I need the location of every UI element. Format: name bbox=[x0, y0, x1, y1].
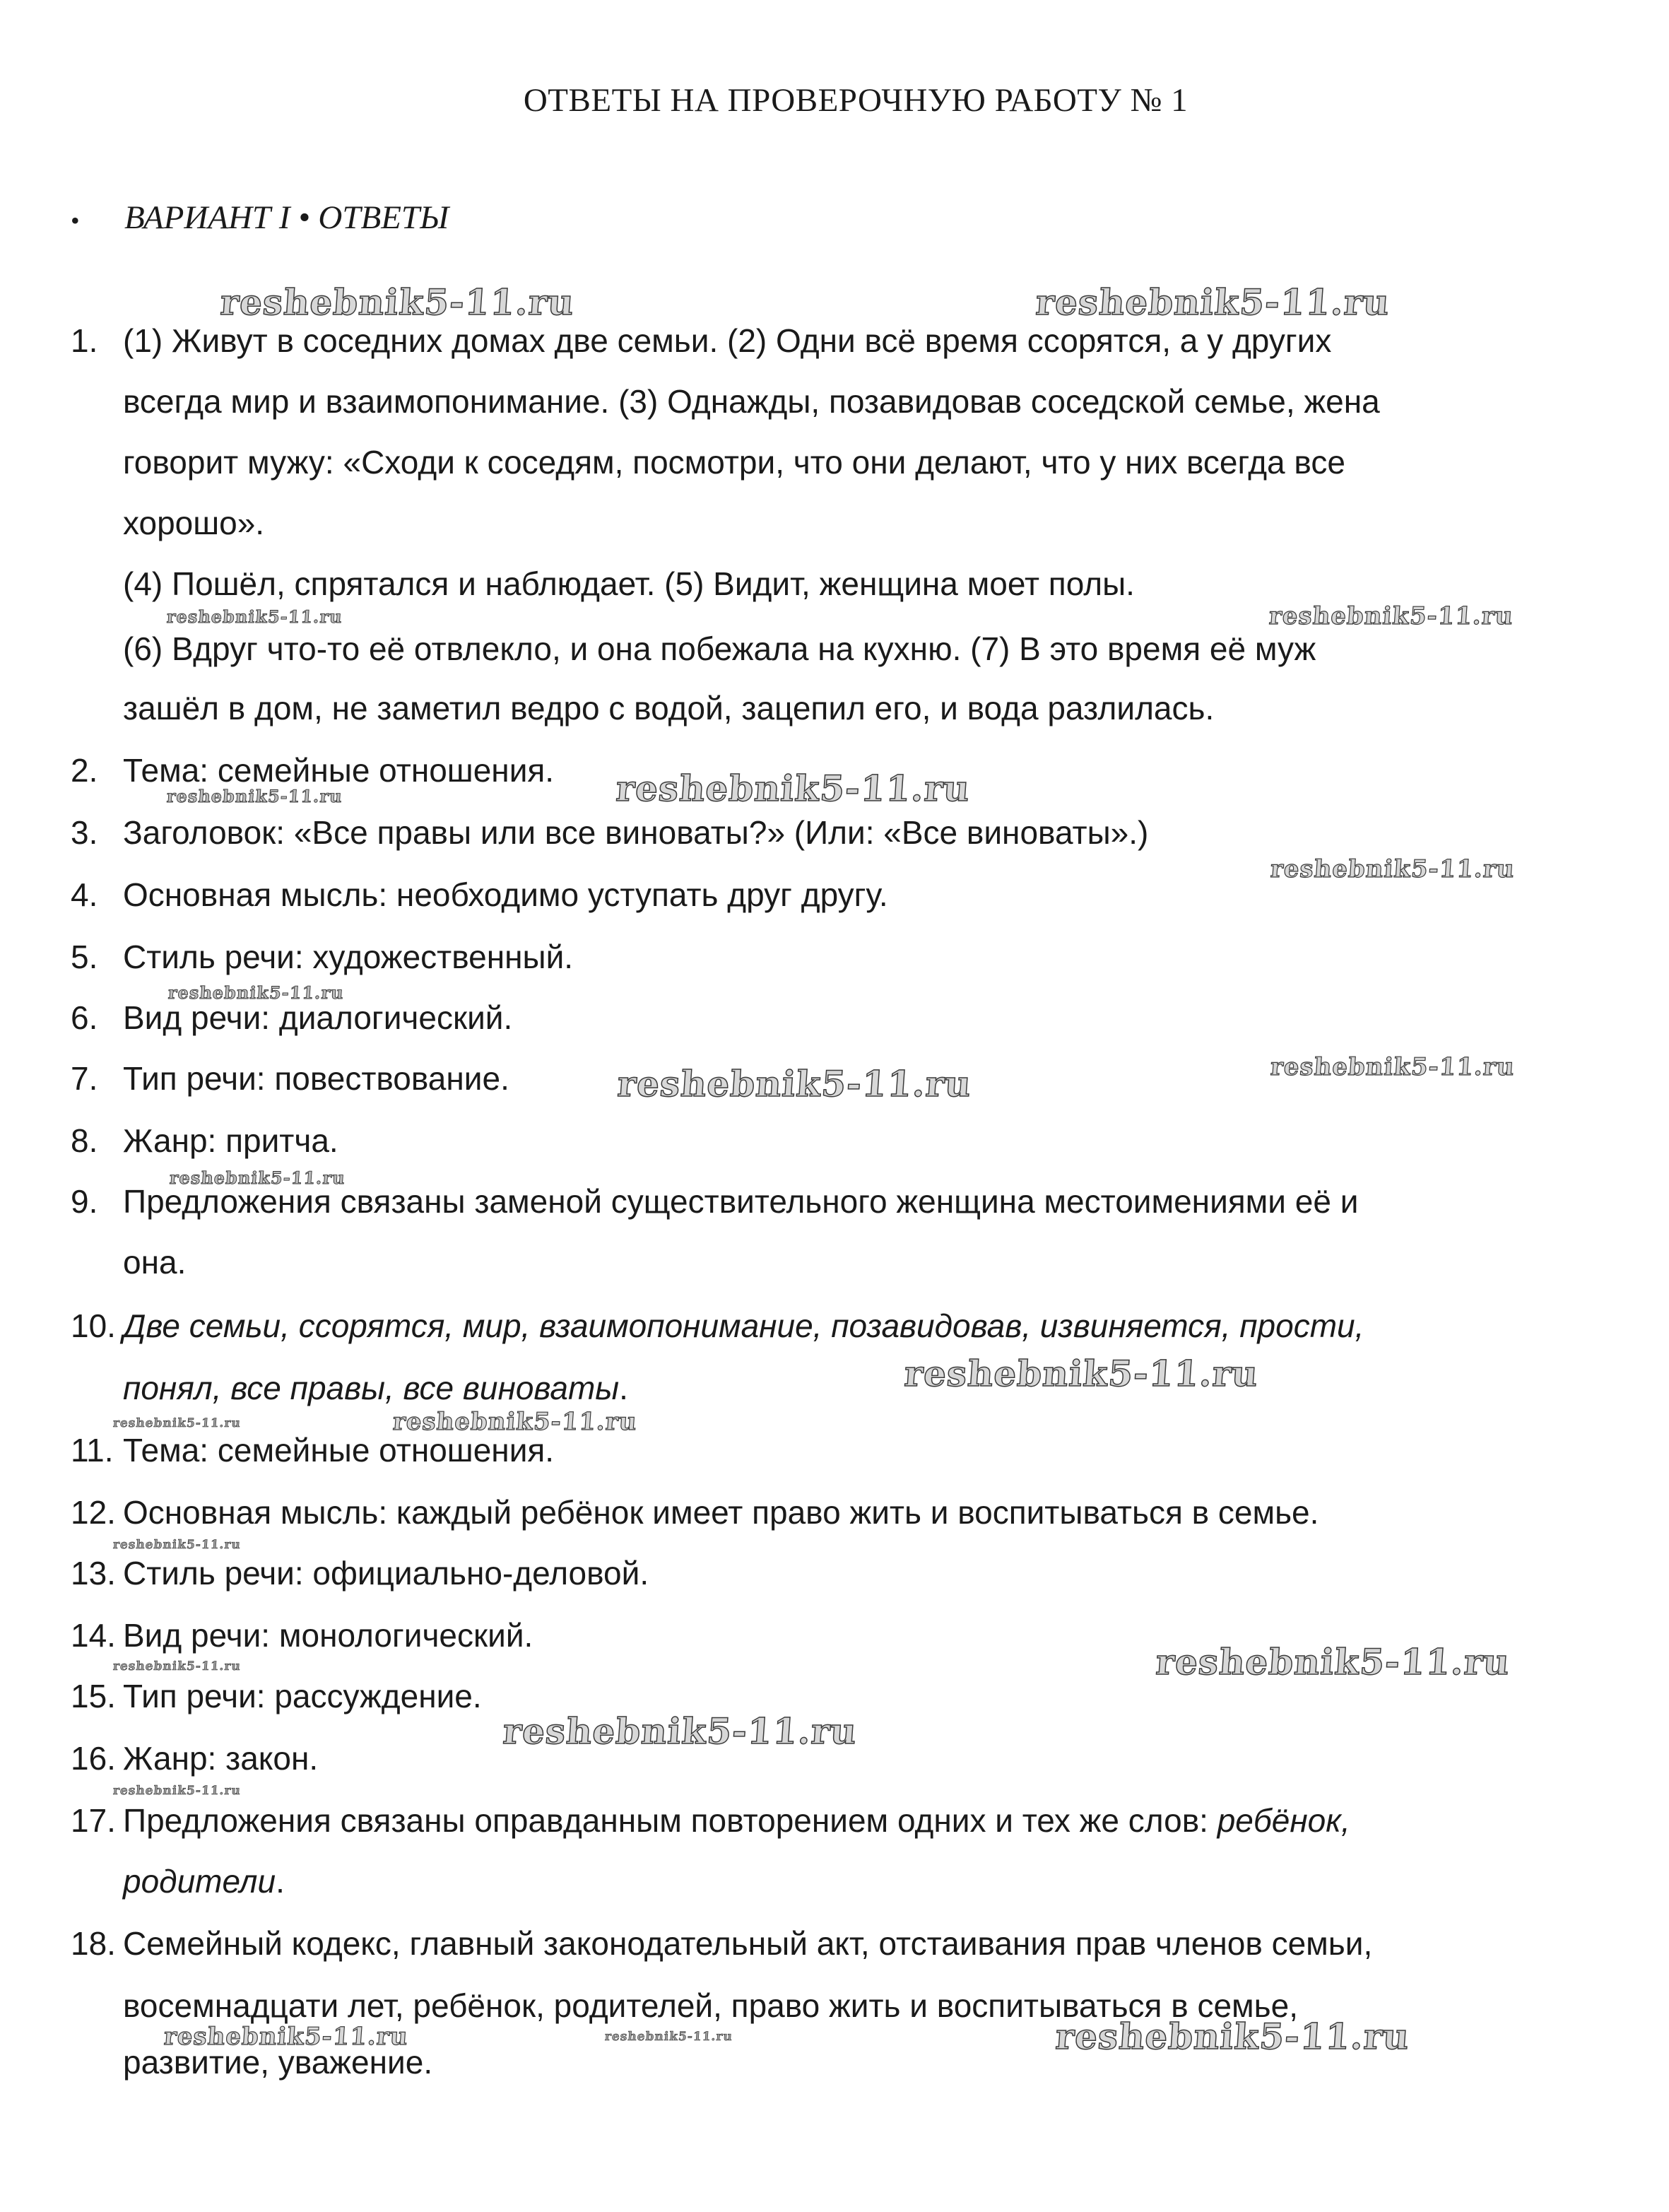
item-1-line-2: всегда мир и взаимопонимание. (3) Однажды, позавидовав соседской семье, жена bbox=[123, 383, 1380, 420]
item-10-line-2-text: понял, все правы, все виноваты bbox=[123, 1370, 620, 1406]
watermark: reshebnik5-11.ru bbox=[112, 1538, 242, 1552]
watermark: reshebnik5-11.ru bbox=[168, 1167, 346, 1188]
item-10-period: . bbox=[619, 1370, 628, 1406]
watermark: reshebnik5-11.ru bbox=[1268, 602, 1514, 630]
watermark: reshebnik5-11.ru bbox=[165, 786, 343, 806]
item-number-10: 10. bbox=[71, 1307, 116, 1344]
item-1-line-4: хорошо». bbox=[123, 505, 265, 541]
watermark: reshebnik5-11.ru bbox=[112, 1784, 242, 1798]
item-4-text: Основная мысль: необходимо уступать друг другу. bbox=[123, 876, 888, 913]
item-1-line-6: (6) Вдруг что-то её отвлекло, и она побежала на кухню. (7) В это время её муж bbox=[123, 630, 1316, 667]
item-number-12: 12. bbox=[71, 1494, 116, 1531]
watermark: reshebnik5-11.ru bbox=[1269, 1053, 1516, 1081]
item-14-text: Вид речи: монологический. bbox=[123, 1617, 533, 1654]
item-9-line-1: Предложения связаны заменой существительного женщина местоимениями её и bbox=[123, 1183, 1359, 1220]
item-number-5: 5. bbox=[71, 939, 98, 975]
item-5-text: Стиль речи: художественный. bbox=[123, 939, 574, 975]
item-number-9: 9. bbox=[71, 1183, 98, 1220]
item-number-4: 4. bbox=[71, 876, 98, 913]
item-1-line-7: зашёл в дом, не заметил ведро с водой, зацепил его, и вода разлилась. bbox=[123, 690, 1215, 726]
item-10-line-2 bbox=[123, 1367, 628, 1409]
item-number-18: 18. bbox=[71, 1925, 116, 1962]
item-10-line-1: Две семьи, ссорятся, мир, взаимопонимание, позавидовав, извиняется, прости, bbox=[123, 1307, 1364, 1344]
watermark: reshebnik5-11.ru bbox=[604, 2030, 733, 2044]
watermark: reshebnik5-11.ru bbox=[1154, 1641, 1511, 1683]
item-18-line-2: восемнадцати лет, ребёнок, родителей, право жить и воспитываться в семье, bbox=[123, 1987, 1298, 2024]
watermark: reshebnik5-11.ru bbox=[163, 2023, 409, 2051]
item-17-line-1 bbox=[123, 1799, 1350, 1842]
item-1-line-1: (1) Живут в соседних домах две семьи. (2) Одни всё время ссорятся, а у других bbox=[123, 322, 1332, 359]
item-12-text: Основная мысль: каждый ребёнок имеет право жить и воспитываться в семье. bbox=[123, 1494, 1319, 1531]
watermark: reshebnik5-11.ru bbox=[501, 1710, 859, 1752]
item-18-line-1: Семейный кодекс, главный законодательный акт, отстаивания прав членов семьи, bbox=[123, 1925, 1373, 1962]
item-7-text: Тип речи: повествование. bbox=[123, 1060, 509, 1097]
item-13-text: Стиль речи: официально-деловой. bbox=[123, 1555, 649, 1592]
item-11-text: Тема: семейные отношения. bbox=[123, 1432, 555, 1469]
watermark: reshebnik5-11.ru bbox=[165, 606, 343, 627]
watermark: reshebnik5-11.ru bbox=[1269, 855, 1516, 883]
item-17-line-2 bbox=[123, 1860, 285, 1902]
variant-heading-text: ВАРИАНТ I • ОТВЕТЫ bbox=[124, 199, 449, 236]
item-18-line-3: развитие, уважение. bbox=[123, 2044, 433, 2081]
item-6-text: Вид речи: диалогический. bbox=[123, 999, 513, 1036]
item-number-7: 7. bbox=[71, 1060, 98, 1097]
item-number-17: 17. bbox=[71, 1802, 116, 1839]
bullet-icon: • bbox=[71, 206, 80, 235]
item-1-line-3: говорит мужу: «Сходи к соседям, посмотри, что они делают, что у них всегда все bbox=[123, 444, 1345, 481]
item-number-8: 8. bbox=[71, 1122, 98, 1159]
item-16-text: Жанр: закон. bbox=[123, 1740, 319, 1777]
item-17-line-2-text: родители bbox=[123, 1863, 276, 1900]
item-number-14: 14. bbox=[71, 1617, 116, 1654]
item-17-period: . bbox=[276, 1863, 285, 1900]
item-2-text: Тема: семейные отношения. bbox=[123, 752, 555, 789]
item-number-1: 1. bbox=[71, 322, 98, 359]
item-3-text: Заголовок: «Все правы или все виноваты?» (Или: «Все виноваты».) bbox=[123, 814, 1149, 851]
item-number-6: 6. bbox=[71, 999, 98, 1036]
watermark: reshebnik5-11.ru bbox=[112, 1416, 242, 1430]
watermark: reshebnik5-11.ru bbox=[615, 1063, 973, 1105]
item-number-3: 3. bbox=[71, 814, 98, 851]
page-title: ОТВЕТЫ НА ПРОВЕРОЧНУЮ РАБОТУ № 1 bbox=[523, 82, 1189, 119]
item-number-15: 15. bbox=[71, 1678, 116, 1714]
item-number-11: 11. bbox=[71, 1432, 114, 1469]
watermark: reshebnik5-11.ru bbox=[167, 982, 345, 1003]
item-9-line-2: она. bbox=[123, 1244, 187, 1281]
watermark: reshebnik5-11.ru bbox=[902, 1353, 1260, 1394]
watermark: reshebnik5-11.ru bbox=[614, 767, 972, 809]
item-17-italic-word: ребёнок, bbox=[1217, 1802, 1350, 1839]
item-1-line-5: (4) Пошёл, спрятался и наблюдает. (5) Видит, женщина моет полы. bbox=[123, 565, 1135, 602]
watermark: reshebnik5-11.ru bbox=[1054, 2016, 1411, 2057]
item-number-16: 16. bbox=[71, 1740, 116, 1777]
watermark: reshebnik5-11.ru bbox=[391, 1408, 638, 1436]
watermark: reshebnik5-11.ru bbox=[112, 1659, 242, 1673]
watermark: reshebnik5-11.ru bbox=[1034, 281, 1391, 323]
watermark: reshebnik5-11.ru bbox=[218, 281, 576, 323]
item-17-line-1-text: Предложения связаны оправданным повторением одних и тех же слов: bbox=[123, 1802, 1217, 1839]
item-number-13: 13. bbox=[71, 1555, 116, 1592]
item-number-2: 2. bbox=[71, 752, 98, 789]
item-8-text: Жанр: притча. bbox=[123, 1122, 338, 1159]
item-15-text: Тип речи: рассуждение. bbox=[123, 1678, 482, 1714]
variant-heading bbox=[71, 196, 449, 242]
